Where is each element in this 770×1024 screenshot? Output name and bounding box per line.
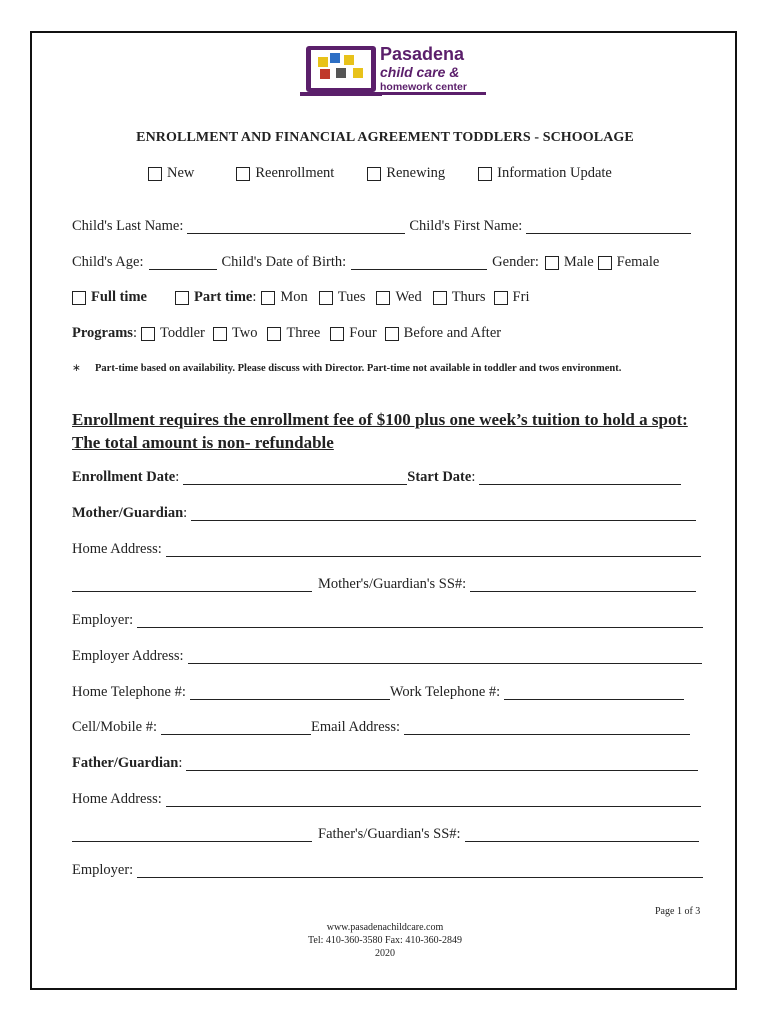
mother-employer-field[interactable] <box>137 613 703 628</box>
full-time-label: Full time <box>91 289 147 305</box>
wed-label: Wed <box>395 289 422 305</box>
toddler-label: Toddler <box>159 325 205 341</box>
part-time-label: Part time <box>193 289 253 305</box>
full-time-checkbox[interactable] <box>72 291 86 305</box>
phone-row <box>72 684 684 701</box>
four-checkbox[interactable] <box>330 327 344 341</box>
mother-ss-label: Mother's/Guardian's SS#: <box>318 576 467 592</box>
mon-label: Mon <box>280 289 308 305</box>
programs-colon: : <box>132 325 137 341</box>
footer-year: 2020 <box>375 948 395 959</box>
page-number: Page 1 of 3 <box>655 906 701 917</box>
child-age-field[interactable] <box>149 255 217 270</box>
home-phone-field[interactable] <box>190 685 390 700</box>
logo-line1: Pasadena <box>380 44 465 64</box>
child-last-name-field[interactable] <box>187 219 405 234</box>
thurs-checkbox[interactable] <box>433 291 447 305</box>
four-label: Four <box>349 325 377 341</box>
father-ss-field[interactable] <box>465 827 699 842</box>
two-checkbox[interactable] <box>213 327 227 341</box>
start-date-colon: : <box>471 469 476 485</box>
cell-email-row <box>72 719 690 736</box>
home-phone-label: Home Telephone #: <box>72 684 186 700</box>
father-guardian-colon: : <box>178 755 183 771</box>
gender-label: Gender: <box>492 254 539 270</box>
three-checkbox[interactable] <box>267 327 281 341</box>
enrollment-date-colon: : <box>175 469 180 485</box>
child-name-row <box>72 218 691 235</box>
note-bullet: ∗ <box>72 363 81 374</box>
father-address-line2-field[interactable] <box>72 827 312 842</box>
male-checkbox[interactable] <box>545 256 559 270</box>
reenrollment-label: Reenrollment <box>255 165 335 181</box>
information-update-label: Information Update <box>497 165 612 181</box>
schedule-row <box>72 289 529 306</box>
part-time-checkbox[interactable] <box>175 291 189 305</box>
email-field[interactable] <box>404 720 690 735</box>
female-checkbox[interactable] <box>598 256 612 270</box>
employer-address-field[interactable] <box>188 649 702 664</box>
new-checkbox[interactable] <box>148 167 162 181</box>
cell-label: Cell/Mobile #: <box>72 719 157 735</box>
father-ss-label: Father's/Guardian's SS#: <box>318 826 461 842</box>
cell-field[interactable] <box>161 720 311 735</box>
enrollment-fee-notice: Enrollment requires the enrollment fee of $100 plus one week’s tuition to hold a spot: The total amount is non- refundable <box>72 410 688 452</box>
start-date-label: Start Date <box>407 469 472 485</box>
programs-label: Programs <box>72 325 133 341</box>
father-employer-field[interactable] <box>137 863 703 878</box>
father-guardian-field[interactable] <box>186 756 698 771</box>
father-employer-label: Employer: <box>72 862 134 878</box>
fri-checkbox[interactable] <box>494 291 508 305</box>
child-dob-field[interactable] <box>351 255 487 270</box>
new-label: New <box>167 165 195 181</box>
tues-label: Tues <box>337 289 366 305</box>
father-employer-row <box>72 862 703 879</box>
mon-checkbox[interactable] <box>261 291 275 305</box>
dates-row <box>72 469 681 486</box>
renewing-label: Renewing <box>386 165 446 181</box>
email-label: Email Address: <box>310 719 400 735</box>
father-guardian-label: Father/Guardian <box>72 755 179 771</box>
start-date-field[interactable] <box>479 470 681 485</box>
work-phone-field[interactable] <box>504 685 684 700</box>
work-phone-label: Work Telephone #: <box>389 684 501 700</box>
note-text: Part-time based on availability. Please discuss with Director. Part-time not available in toddler and twos environment. <box>95 363 622 374</box>
mother-guardian-label: Mother/Guardian <box>72 505 184 521</box>
information-update-checkbox[interactable] <box>478 167 492 181</box>
child-first-name-field[interactable] <box>526 219 691 234</box>
reenrollment-checkbox[interactable] <box>236 167 250 181</box>
before-after-checkbox[interactable] <box>385 327 399 341</box>
two-label: Two <box>231 325 258 341</box>
mother-employer-row <box>72 612 703 629</box>
employer-address-row <box>72 648 702 665</box>
mother-ss-row <box>72 576 696 593</box>
enrollment-date-field[interactable] <box>183 470 407 485</box>
wed-checkbox[interactable] <box>376 291 390 305</box>
tues-checkbox[interactable] <box>319 291 333 305</box>
child-first-name-label: Child's First Name: <box>409 218 523 234</box>
mother-guardian-colon: : <box>183 505 188 521</box>
before-after-label: Before and After <box>403 325 502 341</box>
male-label: Male <box>563 254 594 270</box>
programs-row <box>72 325 501 342</box>
child-dob-label: Child's Date of Birth: <box>221 254 347 270</box>
father-home-address-field[interactable] <box>166 792 701 807</box>
mother-address-line2-field[interactable] <box>72 577 312 592</box>
child-last-name-label: Child's Last Name: <box>72 218 184 234</box>
thurs-label: Thurs <box>451 289 486 305</box>
page-title: ENROLLMENT AND FINANCIAL AGREEMENT TODDLERS - SCHOOLAGE <box>136 130 634 145</box>
part-time-note <box>72 362 685 376</box>
father-ss-row <box>72 826 699 843</box>
toddler-checkbox[interactable] <box>141 327 155 341</box>
footer-website: www.pasadenachildcare.com <box>326 922 444 933</box>
footer-phones: Tel: 410-360-3580 Fax: 410-360-2849 <box>307 935 462 946</box>
child-age-label: Child's Age: <box>72 254 144 270</box>
female-label: Female <box>616 254 660 270</box>
three-label: Three <box>286 325 321 341</box>
mother-row <box>72 505 696 522</box>
enrollment-type-row <box>148 165 612 182</box>
part-time-colon: : <box>252 289 257 305</box>
father-address-row <box>72 791 701 808</box>
logo-line3: homework center <box>380 81 467 93</box>
mother-address-row <box>72 541 701 558</box>
mother-ss-field[interactable] <box>470 577 696 592</box>
fri-label: Fri <box>512 289 530 305</box>
logo-line2: child care & <box>380 64 460 80</box>
renewing-checkbox[interactable] <box>367 167 381 181</box>
mother-guardian-field[interactable] <box>191 506 696 521</box>
mother-employer-label: Employer: <box>72 612 134 628</box>
mother-home-address-label: Home Address: <box>72 541 162 557</box>
father-home-address-label: Home Address: <box>72 791 162 807</box>
father-row <box>72 755 698 772</box>
employer-address-label: Employer Address: <box>72 648 184 664</box>
mother-home-address-field[interactable] <box>166 542 701 557</box>
enrollment-date-label: Enrollment Date <box>72 469 176 485</box>
child-age-row <box>72 254 659 271</box>
logo <box>298 42 488 102</box>
